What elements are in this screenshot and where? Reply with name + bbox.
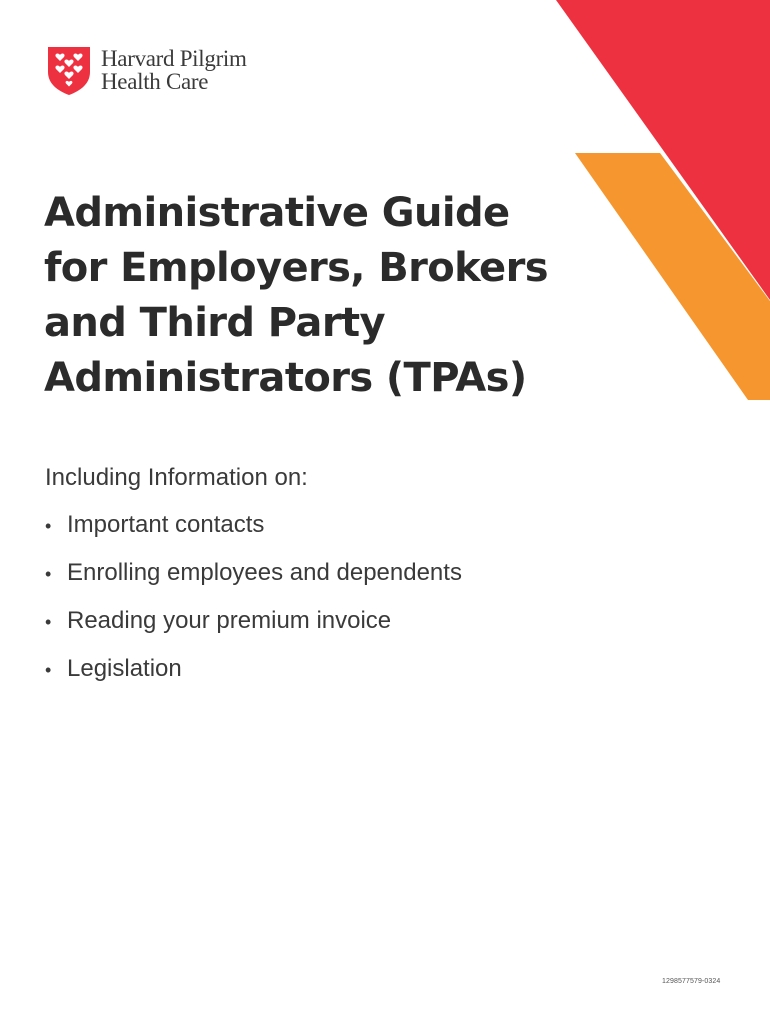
logo-line-1: Harvard Pilgrim xyxy=(101,46,247,71)
topic-label: Important contacts xyxy=(67,511,265,538)
bullet-icon: • xyxy=(45,660,52,680)
topics-list xyxy=(45,508,462,700)
title-line-2: for Employers, Brokers xyxy=(44,245,548,291)
intro-text: Including Information on: xyxy=(45,464,308,491)
harvard-pilgrim-logo xyxy=(46,44,247,96)
topic-label: Enrolling employees and dependents xyxy=(67,559,462,586)
topic-label: Reading your premium invoice xyxy=(67,607,392,634)
list-item xyxy=(45,508,462,556)
title-line-1: Administrative Guide xyxy=(44,190,510,236)
orange-stripe xyxy=(575,153,770,400)
title-line-3: and Third Party xyxy=(44,300,385,346)
logo-wordmark xyxy=(101,47,247,93)
topic-label: Legislation xyxy=(67,655,182,682)
list-item xyxy=(45,556,462,604)
logo-line-2: Health Care xyxy=(101,69,209,94)
document-title xyxy=(44,186,604,406)
list-item xyxy=(45,652,462,700)
bullet-icon: • xyxy=(45,612,52,632)
document-code: 1298577579-0324 xyxy=(662,978,721,985)
list-item xyxy=(45,604,462,652)
bullet-icon: • xyxy=(45,564,52,584)
title-line-4: Administrators (TPAs) xyxy=(44,355,527,401)
bullet-icon: • xyxy=(45,516,52,536)
shield-hearts-icon xyxy=(46,44,92,96)
